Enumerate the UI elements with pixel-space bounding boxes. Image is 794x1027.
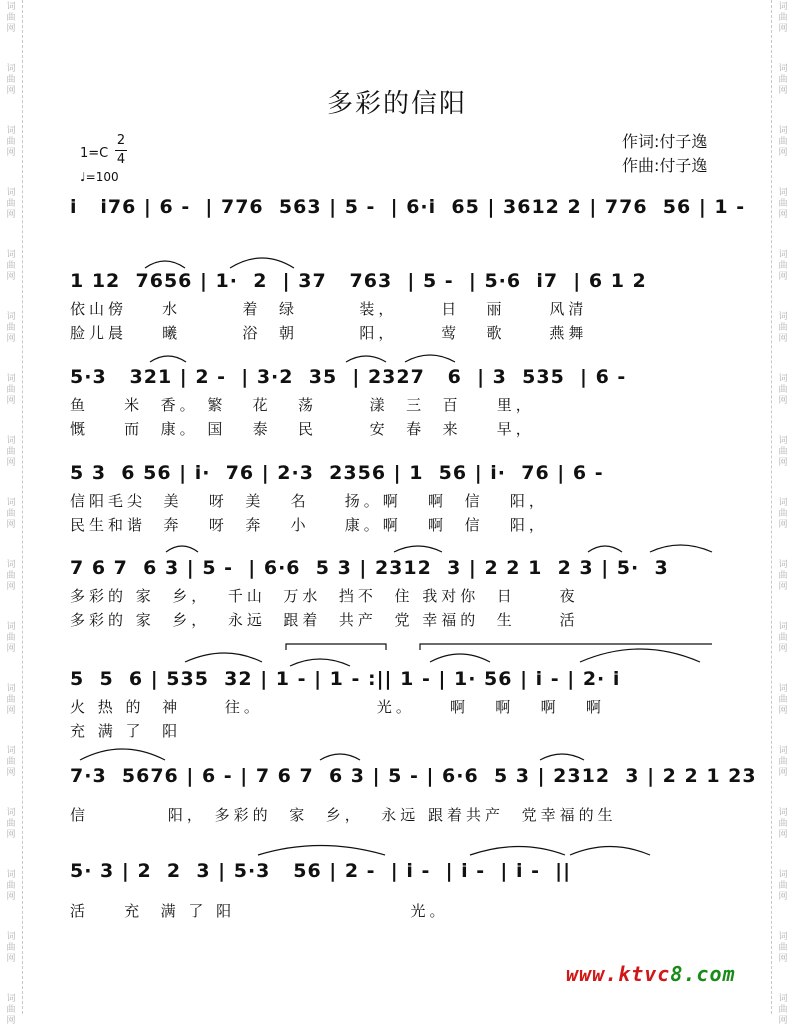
- watermark-text: 词 曲 网: [778, 2, 788, 34]
- lyric-verse-1: 依山傍 水 着 绿 装， 日 丽 风清: [70, 300, 588, 318]
- watermark-text: 词 曲 网: [6, 436, 16, 468]
- watermark-text: 词 曲 网: [6, 622, 16, 654]
- watermark-text: 词 曲 网: [778, 436, 788, 468]
- watermark-text: 词 曲 网: [778, 312, 788, 344]
- time-signature-top: 2: [116, 133, 126, 148]
- watermark-text: 词 曲 网: [6, 312, 16, 344]
- slur: [430, 654, 490, 662]
- watermark-text: 词 曲 网: [778, 126, 788, 158]
- lyric-verse-2: 民生和谐 奔 呀 奔 小 康。啊 啊 信 阳，: [70, 516, 548, 534]
- notation-row-7: [70, 765, 757, 795]
- tempo-marking: ♩=100: [80, 170, 119, 184]
- lyric-verse-1: 信 阳， 多彩的 家 乡， 永远 跟着共产 党幸福的生: [70, 806, 617, 824]
- slur: [290, 659, 350, 666]
- slur: [580, 649, 700, 662]
- watermark-text: 词 曲 网: [6, 932, 16, 964]
- slur: [405, 355, 455, 362]
- notes-line: 7·3 5676 | 6 - | 7 6 7 6 3 | 5 - | 6·6 5 3 | 2312 3 | 2 2 1 23: [70, 765, 757, 787]
- watermark-text: 词 曲 网: [778, 64, 788, 96]
- watermark-text: 词 曲 网: [6, 808, 16, 840]
- notes-line: i i76 | 6 - | 776 563 | 5 - | 6·i 65 | 3612 2 | 776 56 | 1 -: [70, 196, 746, 218]
- lyric-verse-1: 多彩的 家 乡， 千山 万水 挡不 住 我对你 日 夜: [70, 587, 579, 605]
- watermark-text: 词 曲 网: [778, 622, 788, 654]
- slur: [470, 847, 565, 856]
- composer-credit: 作曲:付子逸: [622, 156, 708, 175]
- slur: [258, 846, 385, 856]
- watermark-text: 词 曲 网: [6, 250, 16, 282]
- lyric-verse-2: 充 满 了 阳: [70, 722, 182, 740]
- notation-row-2: [70, 270, 740, 300]
- watermark-text: 词 曲 网: [6, 684, 16, 716]
- lyricist-credit: 作词:付子逸: [622, 132, 708, 151]
- lyric-verse-1: 鱼 米 香。 繁 花 荡 漾 三 百 里，: [70, 396, 535, 414]
- notation-row-6: [70, 668, 740, 698]
- lyric-verse-1: 火 热 的 神 往。 光。 啊 啊 啊 啊: [70, 698, 605, 716]
- time-signature-bottom: 4: [116, 152, 126, 167]
- notes-line: 5·3 321 | 2 - | 3·2 35 | 2327 6 | 3 535 | 6 -: [70, 366, 627, 388]
- slur: [650, 545, 712, 552]
- watermark-text: 词 曲 网: [778, 498, 788, 530]
- watermark-text: 词 曲 网: [6, 560, 16, 592]
- watermark-text: 词 曲 网: [6, 188, 16, 220]
- slur: [185, 653, 262, 662]
- notation-row-4: [70, 462, 740, 492]
- watermark-text: 词 曲 网: [6, 746, 16, 778]
- site-logo: [566, 962, 736, 986]
- watermark-text: 词 曲 网: [6, 126, 16, 158]
- watermark-text: 词 曲 网: [778, 932, 788, 964]
- watermark-text: 词 曲 网: [778, 250, 788, 282]
- notes-line: 7 6 7 6 3 | 5 - | 6·6 5 3 | 2312 3 | 2 2 1 2 3 | 5· 3: [70, 557, 669, 579]
- watermark-text: 词 曲 网: [778, 808, 788, 840]
- watermark-text: 词 曲 网: [778, 746, 788, 778]
- slur: [80, 749, 165, 760]
- notes-line: 5 3 6 56 | i· 76 | 2·3 2356 | 1 56 | i· 76 | 6 -: [70, 462, 604, 484]
- lyric-verse-1: 活 充 满 了 阳 光。: [70, 902, 449, 920]
- watermark-text: 词 曲 网: [6, 64, 16, 96]
- notation-row-1: [70, 196, 746, 226]
- time-signature: [115, 132, 127, 169]
- lyric-verse-2: 慨 而 康。 国 泰 民 安 春 来 早，: [70, 420, 535, 438]
- notation-row-3: [70, 366, 740, 396]
- watermark-text: 词 曲 网: [6, 2, 16, 34]
- notes-line: 1 12 7656 | 1· 2 | 37 763 | 5 - | 5·6 i7 | 6 1 2: [70, 270, 647, 292]
- watermark-text: 词 曲 网: [778, 560, 788, 592]
- notation-row-5: [70, 557, 740, 587]
- notes-line: 5 5 6 | 535 32 | 1 - | 1 - :|| 1 - | 1· 56 | i - | 2· i: [70, 668, 621, 690]
- slur: [150, 356, 186, 362]
- watermark-text: 词 曲 网: [778, 994, 788, 1026]
- volta-1-bracket: [286, 644, 386, 650]
- lyric-verse-1: 信阳毛尖 美 呀 美 名 扬。啊 啊 信 阳，: [70, 492, 548, 510]
- watermark-text: 词 曲 网: [778, 684, 788, 716]
- slur: [570, 847, 650, 856]
- watermark-text: 词 曲 网: [6, 870, 16, 902]
- slur: [540, 754, 584, 760]
- slur: [394, 546, 442, 552]
- volta-2-bracket: [420, 644, 712, 650]
- slur: [320, 754, 360, 760]
- lyric-verse-2: 多彩的 家 乡， 永远 跟着 共产 党 幸福的 生 活: [70, 611, 579, 629]
- watermark-text: 词 曲 网: [778, 870, 788, 902]
- slur: [346, 356, 386, 362]
- credits: [622, 130, 707, 178]
- slur: [230, 258, 294, 268]
- key-signature: 1=C: [80, 146, 109, 161]
- slur: [145, 261, 185, 268]
- watermark-text: 词 曲 网: [6, 994, 16, 1026]
- notation-row-8: [70, 860, 740, 890]
- watermark-text: 词 曲 网: [6, 498, 16, 530]
- site-logo-part1: www.ktvc: [566, 962, 671, 986]
- notes-line: 5· 3 | 2 2 3 | 5·3 56 | 2 - | i - | i - | i - ||: [70, 860, 572, 882]
- site-logo-part2: 8.com: [670, 962, 736, 986]
- lyric-verse-2: 脸儿晨 曦 浴 朝 阳， 莺 歌 燕舞: [70, 324, 588, 342]
- watermark-text: 词 曲 网: [6, 374, 16, 406]
- watermark-text: 词 曲 网: [778, 374, 788, 406]
- slur: [588, 546, 622, 552]
- song-title: 多彩的信阳: [326, 89, 467, 119]
- slur: [166, 546, 198, 552]
- watermark-text: 词 曲 网: [778, 188, 788, 220]
